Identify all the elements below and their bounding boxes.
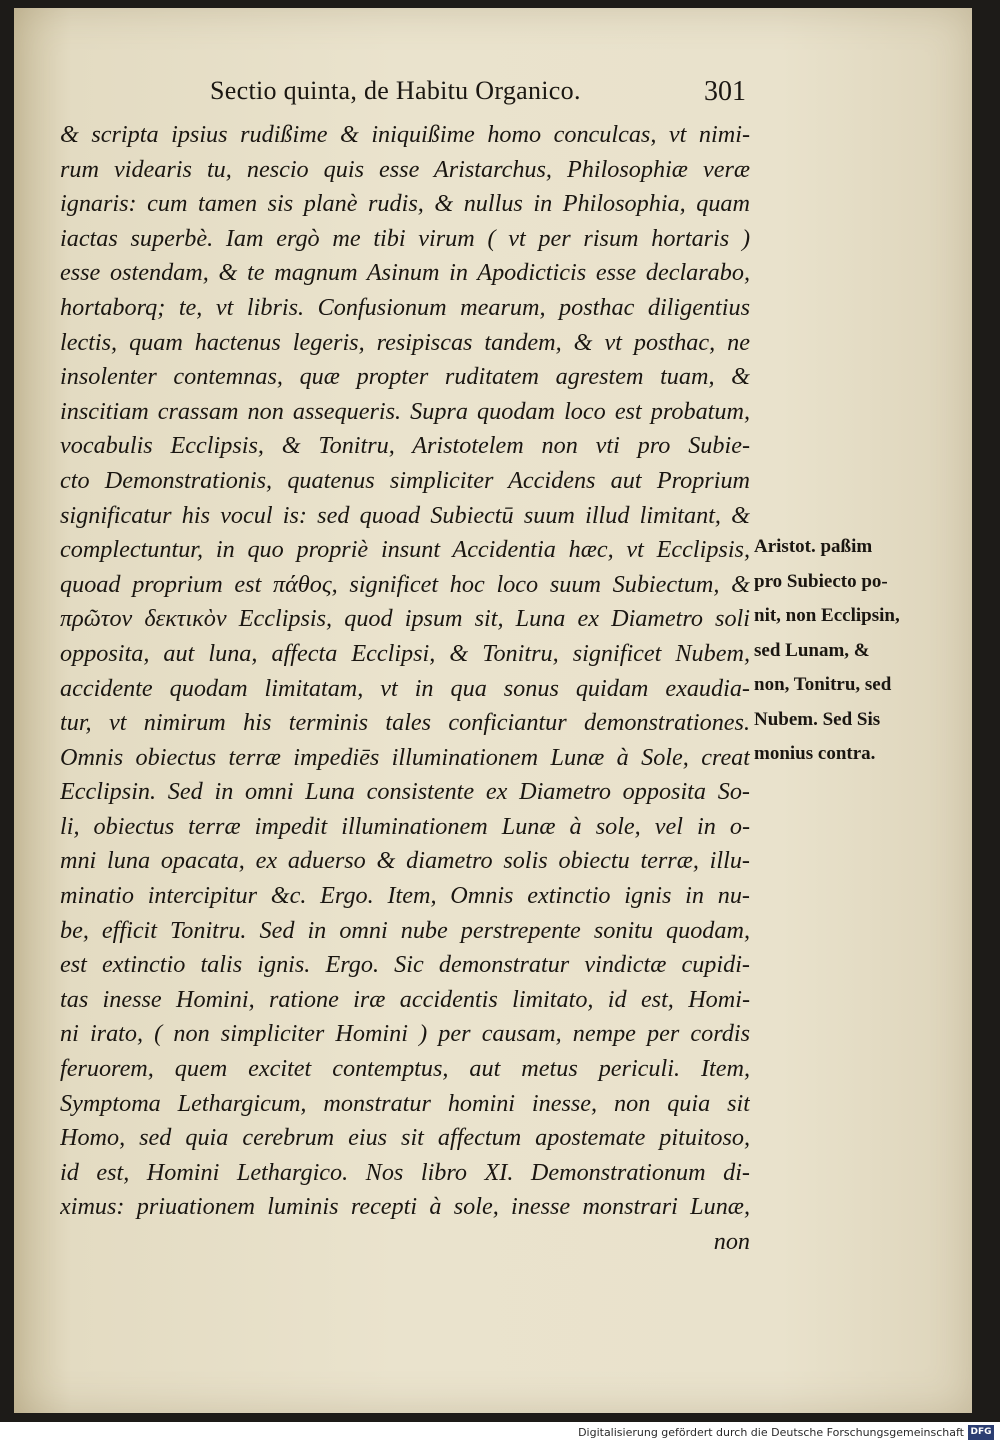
text-line: complectuntur, in quo propriè insunt Accidentia hæc, vt Ecclipsis, xyxy=(60,536,750,564)
running-head: Sectio quinta, de Habitu Organico. xyxy=(210,76,581,105)
footer-credit: Digitalisierung gefördert durch die Deutsche Forschungsgemeinschaft xyxy=(578,1426,964,1439)
marginal-note-line: Nubem. Sed Sis xyxy=(754,708,881,730)
text-line: minatio intercipitur &c. Ergo. Item, Omnis extinctio ignis in nu- xyxy=(60,882,750,910)
text-line: significatur his vocul is: sed quoad Subiectū suum illud limitant, & xyxy=(60,501,750,529)
marginal-note-line: Aristot. paßim xyxy=(754,536,873,557)
text-line: est extinctio talis ignis. Ergo. Sic demonstratur vindictæ cupidi- xyxy=(60,951,750,979)
text-line: ni irato, ( non simpliciter Homini ) per causam, nempe per cordis xyxy=(60,1020,750,1048)
text-line: iactas superbè. Iam ergò me tibi virum ( vt per risum hortaris ) xyxy=(60,224,750,252)
dfg-logo: DFG xyxy=(968,1425,994,1440)
marginal-note-line: non, Tonitru, sed xyxy=(754,674,892,695)
text-line: feruorem, quem excitet contemptus, aut metus periculi. Item, xyxy=(60,1055,750,1083)
text-line: & scripta ipsius rudißime & iniquißime homo conculcas, vt nimi- xyxy=(60,121,750,148)
marginal-note-line: nit, non Ecclipsin, xyxy=(754,605,900,626)
text-line: quoad proprium est πάθος, significet hoc loco suum Subiectum, & xyxy=(60,570,750,598)
text-line: tur, vt nimirum his terminis tales conficiantur demonstrationes. xyxy=(60,709,750,737)
text-line: Homo, sed quia cerebrum eius sit affectum apostemate pituitoso, xyxy=(60,1124,750,1152)
book-page xyxy=(14,8,972,1413)
text-line: be, efficit Tonitru. Sed in omni nube perstrepente sonitu quodam, xyxy=(60,916,750,944)
text-line: vocabulis Ecclipsis, & Tonitru, Aristotelem non vti pro Subie- xyxy=(60,432,750,460)
text-line: ximus: priuationem luminis recepti à sole, inesse monstrari Lunæ, xyxy=(60,1193,750,1221)
text-line: cto Demonstrationis, quatenus simpliciter Accidens aut Proprium xyxy=(60,466,750,494)
text-line: rum videaris tu, nescio quis esse Aristarchus, Philosophiæ veræ xyxy=(60,155,750,183)
page-number: 301 xyxy=(704,76,746,107)
catchword: non xyxy=(713,1228,750,1255)
text-line: πρῶτον δεκτικὸν Ecclipsis, quod ipsum sit, Luna ex Diametro soli xyxy=(60,605,750,633)
text-line: li, obiectus terræ impedit illuminationem Lunæ à sole, vel in o- xyxy=(60,812,750,840)
body-text xyxy=(60,118,750,1260)
text-line: Symptoma Lethargicum, monstratur homini inesse, non quia sit xyxy=(60,1089,750,1117)
marginal-note-line: sed Lunam, & xyxy=(754,639,870,661)
text-line: accidente quodam limitatam, vt in qua sonus quidam exaudia- xyxy=(60,674,750,702)
text-line: ignaris: cum tamen sis planè rudis, & nullus in Philosophia, quam xyxy=(60,190,750,218)
text-line: esse ostendam, & te magnum Asinum in Apodicticis esse declarabo, xyxy=(60,259,750,287)
text-line: Ecclipsin. Sed in omni Luna consistente ex Diametro opposita So- xyxy=(60,778,750,806)
marginal-note-line: pro Subiecto po- xyxy=(754,570,888,592)
marginal-note xyxy=(754,530,914,772)
text-line: id est, Homini Lethargico. Nos libro XI. Demonstrationum di- xyxy=(60,1158,750,1186)
digitization-footer xyxy=(0,1422,1000,1445)
text-line: Omnis obiectus terræ impediēs illuminationem Lunæ à Sole, creat xyxy=(60,743,750,771)
text-line: hortaborq; te, vt libris. Confusionum mearum, posthac diligentius xyxy=(60,293,750,321)
text-line: inscitiam crassam non assequeris. Supra quodam loco est probatum, xyxy=(60,397,750,425)
marginal-note-line: monius contra. xyxy=(754,743,876,764)
text-line: tas inesse Homini, ratione iræ accidentis limitato, id est, Homi- xyxy=(60,985,750,1013)
text-line: opposita, aut luna, affecta Ecclipsi, & Tonitru, significet Nubem, xyxy=(60,639,750,667)
text-line: mni luna opacata, ex aduerso & diametro solis obiectu terræ, illu- xyxy=(60,847,750,875)
text-line: lectis, quam hactenus legeris, resipiscas tandem, & vt posthac, ne xyxy=(60,328,750,356)
text-line: insolenter contemnas, quæ propter ruditatem agrestem tuam, & xyxy=(60,363,750,391)
